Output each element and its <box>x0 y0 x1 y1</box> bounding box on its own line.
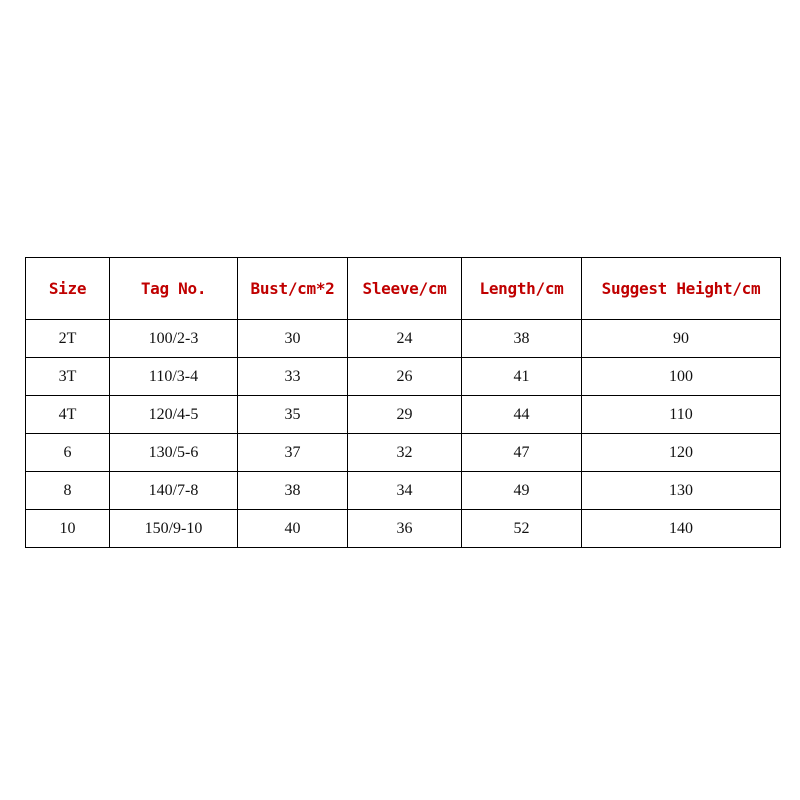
cell-sleeve: 34 <box>348 472 462 510</box>
table-row <box>26 396 781 434</box>
cell-suggest-height: 90 <box>582 320 781 358</box>
cell-bust: 33 <box>238 358 348 396</box>
cell-tag-no: 120/4-5 <box>110 396 238 434</box>
table-row <box>26 472 781 510</box>
cell-tag-no: 110/3-4 <box>110 358 238 396</box>
cell-bust: 37 <box>238 434 348 472</box>
cell-suggest-height: 120 <box>582 434 781 472</box>
cell-tag-no: 140/7-8 <box>110 472 238 510</box>
cell-tag-no: 150/9-10 <box>110 510 238 548</box>
cell-bust: 38 <box>238 472 348 510</box>
cell-size: 8 <box>26 472 110 510</box>
cell-length: 47 <box>462 434 582 472</box>
header-bust: Bust/cm*2 <box>238 258 348 320</box>
table-row <box>26 510 781 548</box>
cell-size: 3T <box>26 358 110 396</box>
cell-suggest-height: 100 <box>582 358 781 396</box>
cell-length: 44 <box>462 396 582 434</box>
header-size: Size <box>26 258 110 320</box>
header-tag-no: Tag No. <box>110 258 238 320</box>
cell-suggest-height: 110 <box>582 396 781 434</box>
header-row <box>26 258 781 320</box>
cell-bust: 30 <box>238 320 348 358</box>
cell-tag-no: 100/2-3 <box>110 320 238 358</box>
table-row <box>26 320 781 358</box>
cell-length: 38 <box>462 320 582 358</box>
table-row <box>26 358 781 396</box>
cell-sleeve: 32 <box>348 434 462 472</box>
cell-size: 2T <box>26 320 110 358</box>
header-suggest-height: Suggest Height/cm <box>582 258 781 320</box>
cell-suggest-height: 130 <box>582 472 781 510</box>
cell-tag-no: 130/5-6 <box>110 434 238 472</box>
header-sleeve: Sleeve/cm <box>348 258 462 320</box>
cell-length: 49 <box>462 472 582 510</box>
cell-sleeve: 29 <box>348 396 462 434</box>
cell-sleeve: 36 <box>348 510 462 548</box>
cell-sleeve: 26 <box>348 358 462 396</box>
cell-bust: 40 <box>238 510 348 548</box>
size-chart-table <box>25 257 781 548</box>
cell-size: 6 <box>26 434 110 472</box>
cell-size: 4T <box>26 396 110 434</box>
cell-size: 10 <box>26 510 110 548</box>
header-length: Length/cm <box>462 258 582 320</box>
cell-length: 41 <box>462 358 582 396</box>
cell-sleeve: 24 <box>348 320 462 358</box>
cell-length: 52 <box>462 510 582 548</box>
table-row <box>26 434 781 472</box>
cell-bust: 35 <box>238 396 348 434</box>
cell-suggest-height: 140 <box>582 510 781 548</box>
